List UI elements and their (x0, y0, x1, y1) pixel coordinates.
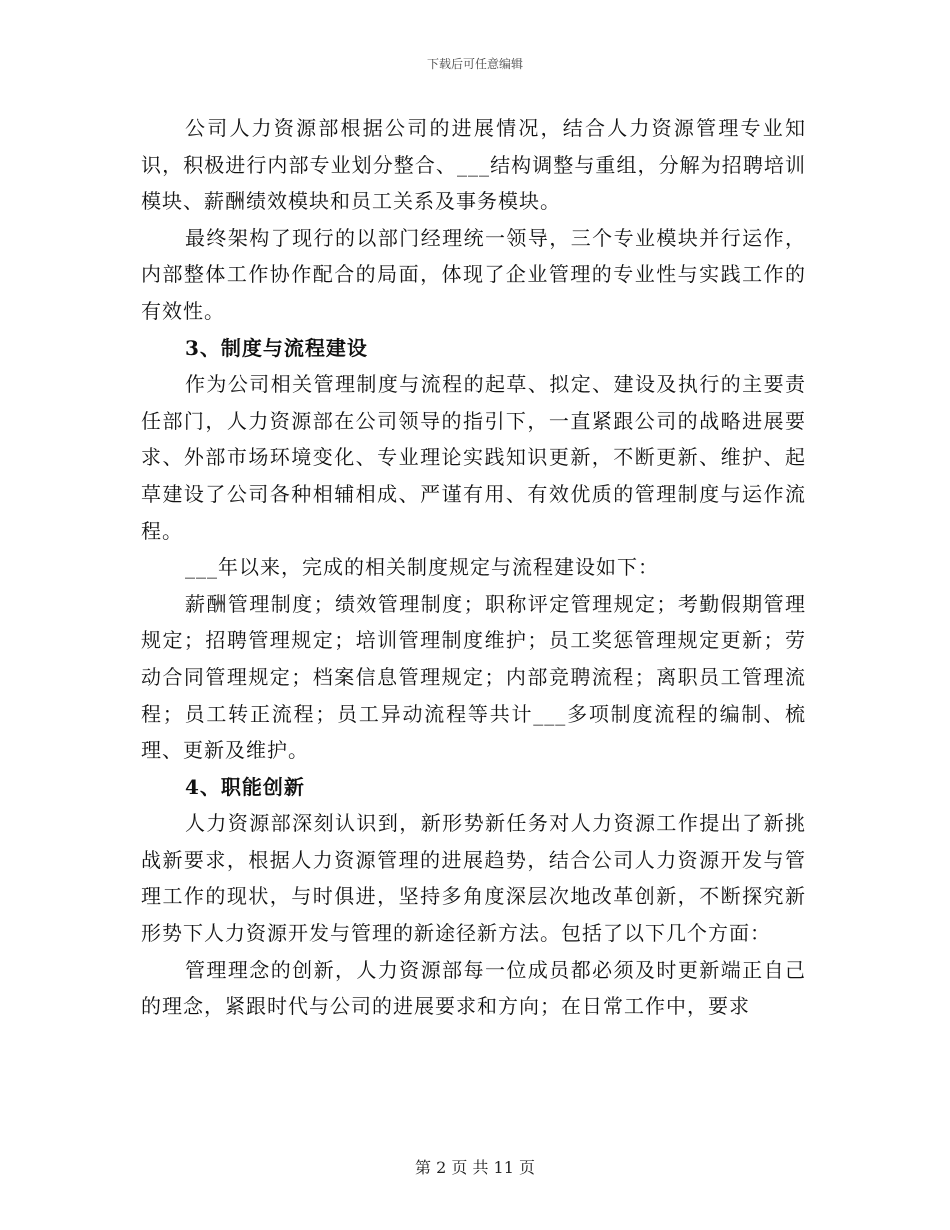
paragraph-system-list: 薪酬管理制度；绩效管理制度；职称评定管理规定；考勤假期管理规定；招聘管理规定；培训管理制度维护；员工奖惩管理规定更新；劳动合同管理规定；档案信息管理规定；内部竞聘流程；离职员工管理流程；员工转正流程；员工异动流程等共计___多项制度流程的编制、梳理、更新及维护。 (141, 591, 806, 763)
page-footer: 第 2 页 共 11 页 (415, 1158, 535, 1177)
paragraph-innovation-intro: 人力资源部深刻认识到，新形势新任务对人力资源工作提出了新挑战新要求，根据人力资源管理的进展趋势，结合公司人力资源开发与管理工作的现状，与时俱进，坚持多角度深层次地改革创新，不断探究新形势下人力资源开发与管理的新途径新方法。包括了以下几个方面： (141, 811, 806, 946)
section-heading-function-innovation: 4、职能创新 (185, 774, 305, 799)
paragraph-system-responsibility: 作为公司相关管理制度与流程的起草、拟定、建设及执行的主要责任部门，人力资源部在公司领导的指引下，一直紧跟公司的战略进展要求、外部市场环境变化、专业理论实践知识更新，不断更新、维护、起草建设了公司各种相辅相成、严谨有用、有效优质的管理制度与运作流程。 (141, 372, 806, 543)
paragraph-since-year: ___年以来，完成的相关制度规定与流程建设如下： (185, 555, 659, 580)
section-heading-system-process: 3、制度与流程建设 (185, 335, 368, 360)
paragraph-concept-innovation: 管理理念的创新，人力资源部每一位成员都必须及时更新端正自己的理念，紧跟时代与公司的进展要求和方向；在日常工作中，要求 (141, 957, 806, 1019)
page-header: 下载后可任意编辑 (426, 57, 523, 71)
document-body (141, 110, 806, 1025)
paragraph-hr-structure: 公司人力资源部根据公司的进展情况，结合人力资源管理专业知识，积极进行内部专业划分整合、___结构调整与重组，分解为招聘培训模块、薪酬绩效模块和员工关系及事务模块。 (141, 116, 806, 214)
paragraph-final-architecture: 最终架构了现行的以部门经理统一领导，三个专业模块并行运作，内部整体工作协作配合的局面，体现了企业管理的专业性与实践工作的有效性。 (141, 225, 806, 323)
